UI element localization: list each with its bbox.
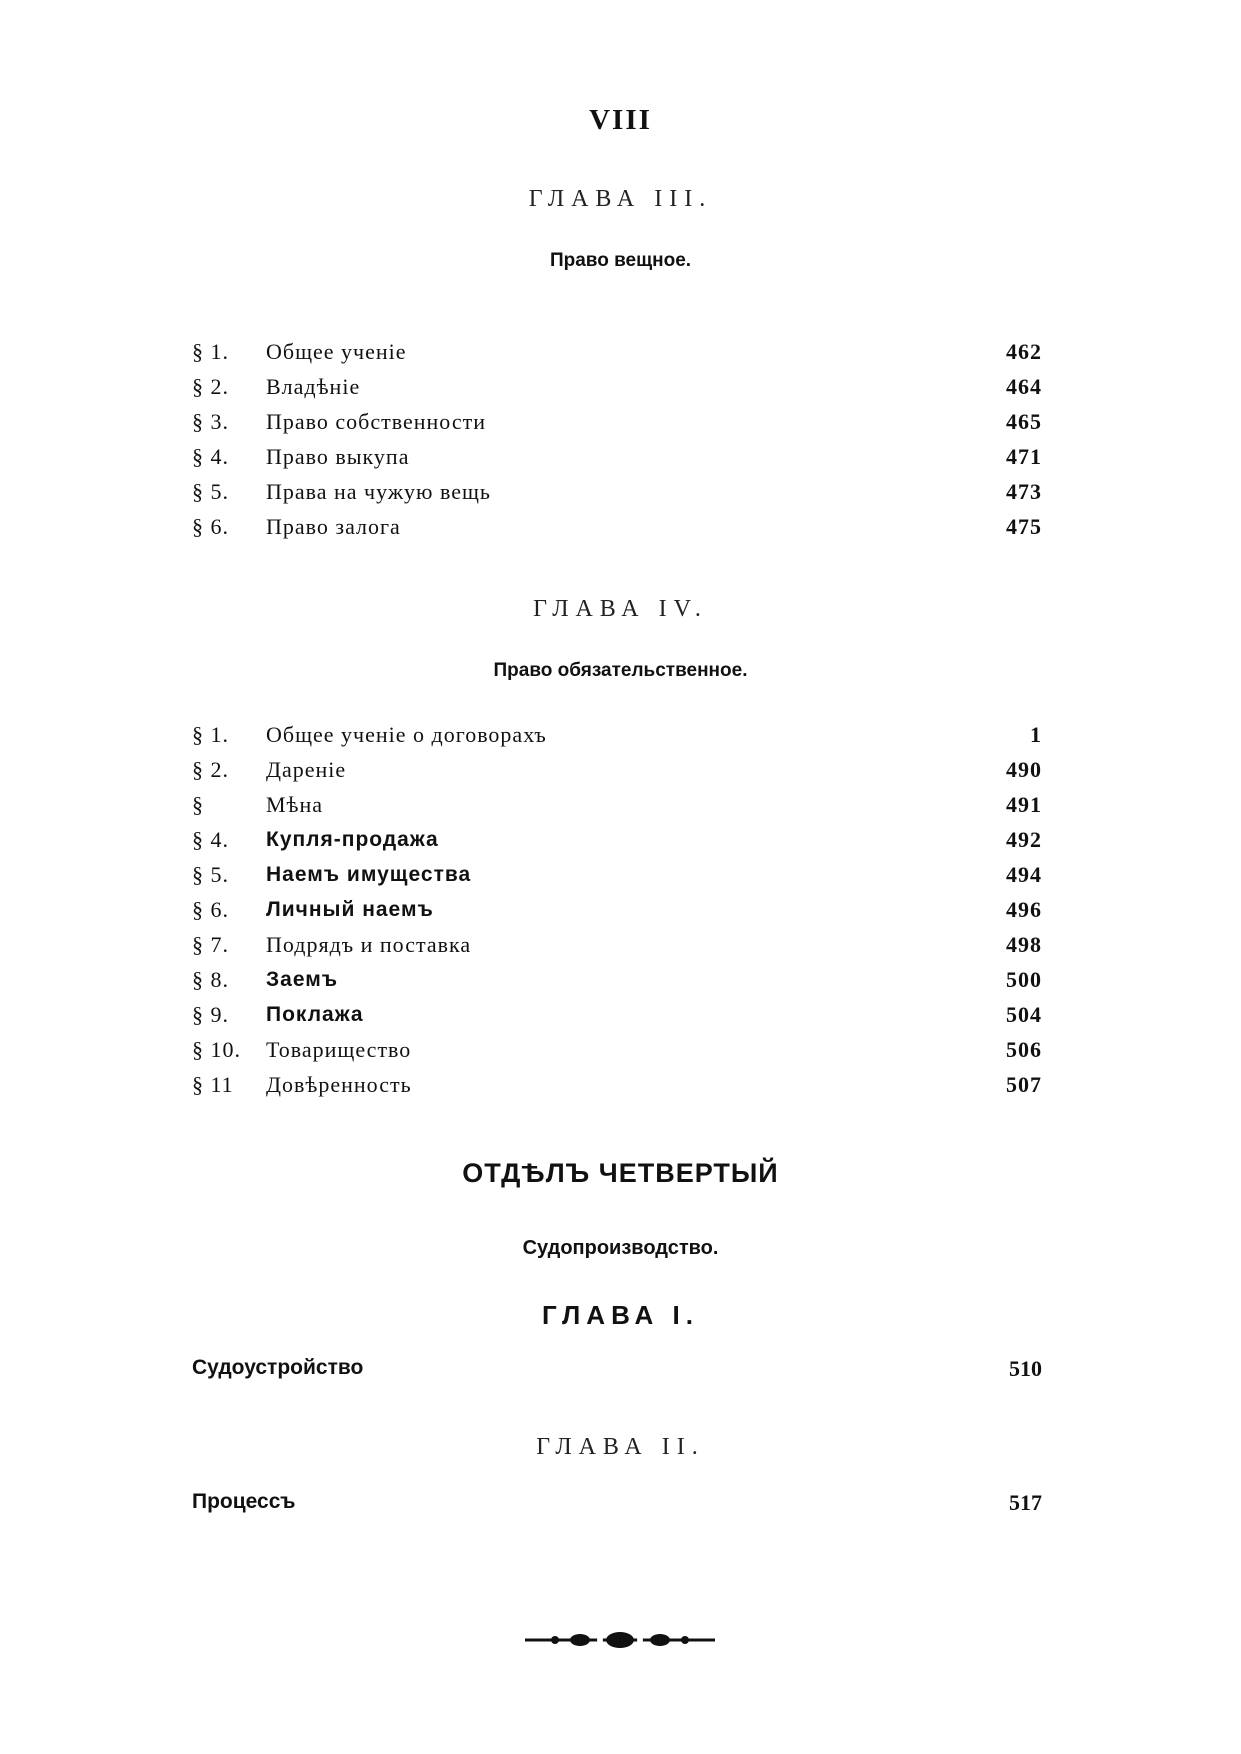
- section-number: §: [192, 792, 204, 817]
- section-title: Мѣна: [266, 792, 324, 817]
- section-title: Дареніе: [266, 757, 347, 782]
- toc-item[interactable]: [192, 1067, 1042, 1102]
- section-number: § 3.: [192, 409, 229, 434]
- page-ref: 498: [1006, 932, 1042, 957]
- toc-item[interactable]: [192, 1490, 1042, 1516]
- ornament-divider: [525, 1628, 715, 1652]
- toc-item[interactable]: [192, 1356, 1042, 1382]
- page-ref: 490: [1006, 757, 1042, 782]
- section-number: § 5.: [192, 479, 229, 504]
- section-title: Довѣренность: [266, 1072, 412, 1097]
- toc-item[interactable]: [192, 822, 1042, 857]
- page-ref: 510: [1009, 1356, 1042, 1381]
- toc-item[interactable]: [192, 717, 1042, 752]
- page-ref: 496: [1006, 897, 1042, 922]
- toc-item[interactable]: [192, 857, 1042, 892]
- chapter-subtitle-3: Право вещное.: [549, 250, 692, 271]
- chapter-heading-4: ГЛАВА IV.: [533, 596, 708, 622]
- toc-item[interactable]: [192, 752, 1042, 787]
- page-ref: 1: [1030, 722, 1042, 747]
- toc-item[interactable]: [192, 334, 1042, 369]
- section-number: § 1.: [192, 339, 229, 364]
- page-ref: 465: [1006, 409, 1042, 434]
- page-ref: 494: [1006, 862, 1042, 887]
- part-title: ОТДѢЛЪ ЧЕТВЕРТЫЙ: [462, 1158, 779, 1188]
- page-ref: 473: [1006, 479, 1042, 504]
- section-title: Купля-продажа: [266, 828, 439, 851]
- section-number: § 2.: [192, 757, 229, 782]
- part-subtitle: Судопроизводство.: [522, 1237, 719, 1259]
- section-title: Личный наемъ: [266, 898, 434, 921]
- toc-item[interactable]: [192, 1032, 1042, 1067]
- part-chapter-heading-1: ГЛАВА I.: [541, 1300, 700, 1330]
- section-number: § 1.: [192, 722, 229, 747]
- section-number: § 8.: [192, 967, 229, 992]
- toc-item[interactable]: [192, 927, 1042, 962]
- toc-list-chapter-4: [192, 717, 1042, 1102]
- section-title: Подрядъ и поставка: [266, 932, 472, 957]
- toc-item[interactable]: [192, 404, 1042, 439]
- section-number: § 6.: [192, 897, 229, 922]
- section-number: § 2.: [192, 374, 229, 399]
- toc-item[interactable]: [192, 439, 1042, 474]
- section-title: Право выкупа: [266, 444, 410, 469]
- section-number: § 7.: [192, 932, 229, 957]
- page-number: VIII: [589, 104, 652, 136]
- section-number: § 10.: [192, 1037, 241, 1062]
- section-title: Судоустройство: [192, 1356, 364, 1379]
- toc-item[interactable]: [192, 997, 1042, 1032]
- section-number: § 5.: [192, 862, 229, 887]
- page-ref: 475: [1006, 514, 1042, 539]
- section-number: § 6.: [192, 514, 229, 539]
- toc-item[interactable]: [192, 369, 1042, 404]
- page-ref: 471: [1006, 444, 1042, 469]
- toc-item[interactable]: [192, 474, 1042, 509]
- page-ref: 504: [1006, 1002, 1042, 1027]
- toc-item[interactable]: [192, 509, 1042, 544]
- page-ref: 500: [1006, 967, 1042, 992]
- toc-item[interactable]: [192, 892, 1042, 927]
- toc-list-chapter-3: [192, 334, 1042, 544]
- section-number: § 9.: [192, 1002, 229, 1027]
- page-ref: 492: [1006, 827, 1042, 852]
- section-title: Право собственности: [266, 409, 486, 434]
- section-title: Владѣніе: [266, 374, 361, 399]
- section-title: Заемъ: [266, 968, 339, 991]
- toc-item[interactable]: [192, 787, 1042, 822]
- section-title: Наемъ имущества: [266, 863, 472, 886]
- section-number: § 4.: [192, 444, 229, 469]
- section-title: Общее ученіе: [266, 339, 407, 364]
- page-ref: 491: [1006, 792, 1042, 817]
- section-number: § 4.: [192, 827, 229, 852]
- page-ref: 517: [1009, 1490, 1042, 1515]
- section-title: Поклажа: [266, 1003, 364, 1026]
- page-ref: 507: [1006, 1072, 1042, 1097]
- section-title: Процессъ: [192, 1490, 296, 1513]
- toc-item[interactable]: [192, 962, 1042, 997]
- section-title: Товарищество: [266, 1037, 412, 1062]
- page-ref: 464: [1006, 374, 1042, 399]
- chapter-subtitle-4: Право обязательственное.: [493, 660, 748, 681]
- page-ref: 462: [1006, 339, 1042, 364]
- page-ref: 506: [1006, 1037, 1042, 1062]
- section-number: § 11: [192, 1072, 234, 1097]
- section-title: Общее ученіе о договорахъ: [266, 722, 547, 747]
- section-title: Права на чужую вещь: [266, 479, 491, 504]
- part-chapter-heading-2: ГЛАВА II.: [536, 1434, 705, 1460]
- chapter-heading-3: ГЛАВА III.: [528, 186, 713, 212]
- section-title: Право залога: [266, 514, 401, 539]
